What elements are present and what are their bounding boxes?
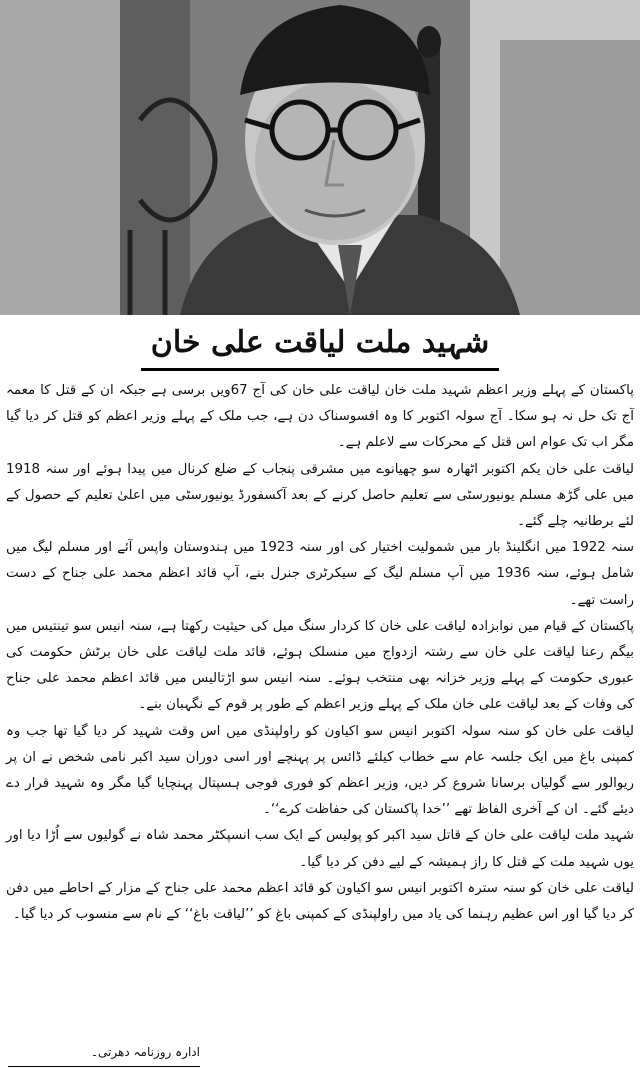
source-credit: ادارہ روزنامہ دھرتی۔ <box>8 1044 200 1067</box>
article-paragraph: لیاقت علی خان یکم اکتوبر اٹھارہ سو چھیانوے میں مشرقی پنجاب کے ضلع کرنال میں پیدا ہوئے اور سنہ 1918 میں علی گڑھ مسلم یونیورسٹی سے تعلیم حاصل کرنے کے بعد آکسفورڈ یونیورسٹی میں اعلیٰ تعلیم کے حصول کے لئے برطانیہ چلے گئے۔ <box>6 461 634 530</box>
article-body <box>6 378 634 928</box>
portrait-illustration <box>0 0 640 315</box>
portrait-photo <box>0 0 640 315</box>
article-paragraph: سنہ 1922 میں انگلینڈ بار میں شمولیت اختیار کی اور سنہ 1923 میں ہندوستان واپس آئے اور مسلم لیگ میں شامل ہوئے، سنہ 1936 میں آپ مسلم لیگ کے سیکرٹری جنرل بنے، آپ قائد اعظم محمد علی جناح کے دست راست تھے۔ <box>6 540 634 608</box>
article-paragraph: لیاقت علی خان کو سنہ سترہ اکتوبر انیس سو اکیاون کو قائد اعظم محمد علی جناح کے مزار کے احاطے میں دفن کر دیا گیا اور اس عظیم رہنما کی یاد میں راولپنڈی کے کمپنی باغ کو ’’لیاقت باغ‘‘ کے نام سے منسوب کر دیا گیا۔ <box>6 880 634 923</box>
article-paragraph: پاکستان کے پہلے وزیر اعظم شہید ملت خان لیاقت علی خان کی آج 67ویں برسی ہے جبکہ ان کے قتل کا معمہ آج تک حل نہ ہو سکا۔ آج سولہ اکتوبر کا وہ افسوسناک دن ہے، جب ملک کے پہلے وزیر اعظم کو قتل کر دیا گیا مگر اب تک عوام اس قتل کے محرکات سے لاعلم ہے۔ <box>6 383 634 451</box>
article-paragraph: پاکستان کے قیام میں نوابزادہ لیاقت علی خان کا کردار سنگ میل کی حیثیت رکھتا ہے، سنہ انیس سو تینتیس میں بیگم رعنا لیاقت علی خان سے رشتہ ازدواج میں منسلک ہوئے، قائد ملت لیاقت علی خان برٹش حکومت کی عبوری حکومت کے پہلے وزیر خزانہ بھی منتخب ہوئے۔ سنہ انیس سو اڑتالیس میں قائد اعظم محمد علی جناح کی وفات کے بعد لیاقت علی خان ملک کے پہلے وزیر اعظم کے طور پر قوم کے نگہبان بنے۔ <box>6 618 634 713</box>
article-paragraph: لیاقت علی خان کو سنہ سولہ اکتوبر انیس سو اکیاون کو راولپنڈی میں اس وقت شہید کر دیا گیا تھا جب وہ کمپنی باغ میں ایک جلسہ عام سے خطاب کیلئے ڈائس پر پہنچے اور اسی دوران سید اکبر نامی شخص نے ان پر ریوالور سے گولیاں برسانا شروع کر دیں، وزیر اعظم کو فوری فوجی ہسپتال پہنچایا گیا مگر وہ شہید قرار دے دیئے گئے۔ ان کے آخری الفاظ تھے ’’خدا پاکستان کی حفاظت کرے‘‘۔ <box>6 723 634 818</box>
article-paragraph: شہید ملت لیاقت علی خان کے قاتل سید اکبر کو پولیس کے ایک سب انسپکٹر محمد شاہ نے گولیوں سے اُڑا دیا اور یوں شہید ملت کے قتل کا راز ہمیشہ کے لیے دفن کر دیا گیا۔ <box>6 828 634 870</box>
article-title: شہید ملت لیاقت علی خان <box>141 318 499 371</box>
